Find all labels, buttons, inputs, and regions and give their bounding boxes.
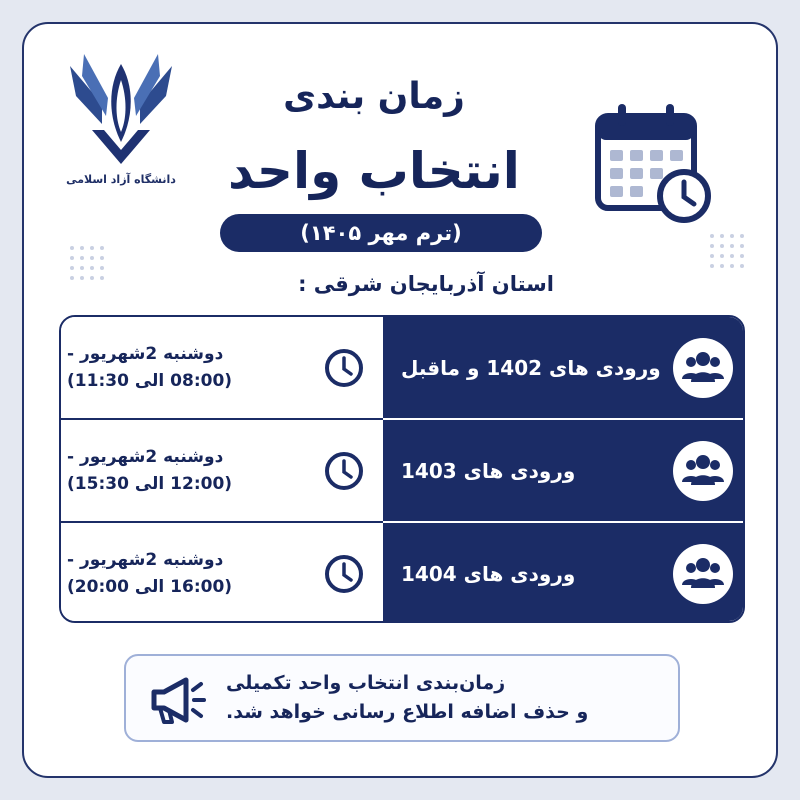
- schedule-group-cell: [383, 317, 743, 418]
- schedule-group-label: ورودی های 1402 و ماقبل: [401, 355, 661, 380]
- logo-caption: دانشگاه آزاد اسلامی: [66, 173, 176, 186]
- calendar-clock-icon: [590, 100, 716, 226]
- schedule-time-cell: [61, 523, 383, 623]
- schedule-time: (16:00 الی 20:00): [67, 576, 233, 597]
- schedule-row: [61, 317, 743, 418]
- schedule-group-label: ورودی های 1404: [401, 561, 576, 586]
- page-title-line2: انتخاب واحد: [228, 142, 520, 200]
- schedule-time: (08:00 الی 11:30): [67, 370, 233, 391]
- schedule-table: [59, 315, 745, 623]
- notice-line2: و حذف اضافه اطلاع رسانی خواهد شد.: [226, 701, 589, 723]
- notice-line1: زمان‌بندی انتخاب واحد تکمیلی: [226, 671, 506, 694]
- university-logo: [62, 46, 180, 206]
- schedule-row: [61, 420, 743, 521]
- schedule-day: دوشنبه 2شهریور -: [67, 344, 224, 365]
- clock-icon: [323, 347, 365, 389]
- decorative-dots-left: [70, 246, 110, 282]
- group-badge: [673, 338, 733, 398]
- clock-icon: [323, 450, 365, 492]
- schedule-group-label: ورودی های 1403: [401, 458, 576, 483]
- group-badge: [673, 544, 733, 604]
- schedule-day: دوشنبه 2شهریور -: [67, 447, 224, 468]
- clock-icon: [323, 553, 365, 595]
- schedule-day: دوشنبه 2شهریور -: [67, 550, 224, 571]
- schedule-time: (12:00 الی 15:30): [67, 473, 233, 494]
- users-group-icon: [673, 544, 733, 604]
- users-group-icon: [673, 338, 733, 398]
- schedule-time-cell: [61, 317, 383, 418]
- decorative-dots-right: [710, 234, 750, 270]
- megaphone-icon: [142, 664, 212, 734]
- page-title-line1: زمان بندی: [283, 76, 465, 117]
- schedule-time-cell: [61, 420, 383, 521]
- schedule-row: [61, 523, 743, 623]
- province-heading: استان آذربایجان شرقی :: [298, 272, 554, 296]
- schedule-group-cell: [383, 523, 743, 623]
- schedule-group-cell: [383, 420, 743, 521]
- group-badge: [673, 441, 733, 501]
- university-emblem-icon: [62, 46, 180, 171]
- announcement-poster: [22, 22, 778, 778]
- users-group-icon: [673, 441, 733, 501]
- term-badge: (ترم مهر ۱۴۰۵): [220, 214, 542, 252]
- notice-box: [124, 654, 680, 742]
